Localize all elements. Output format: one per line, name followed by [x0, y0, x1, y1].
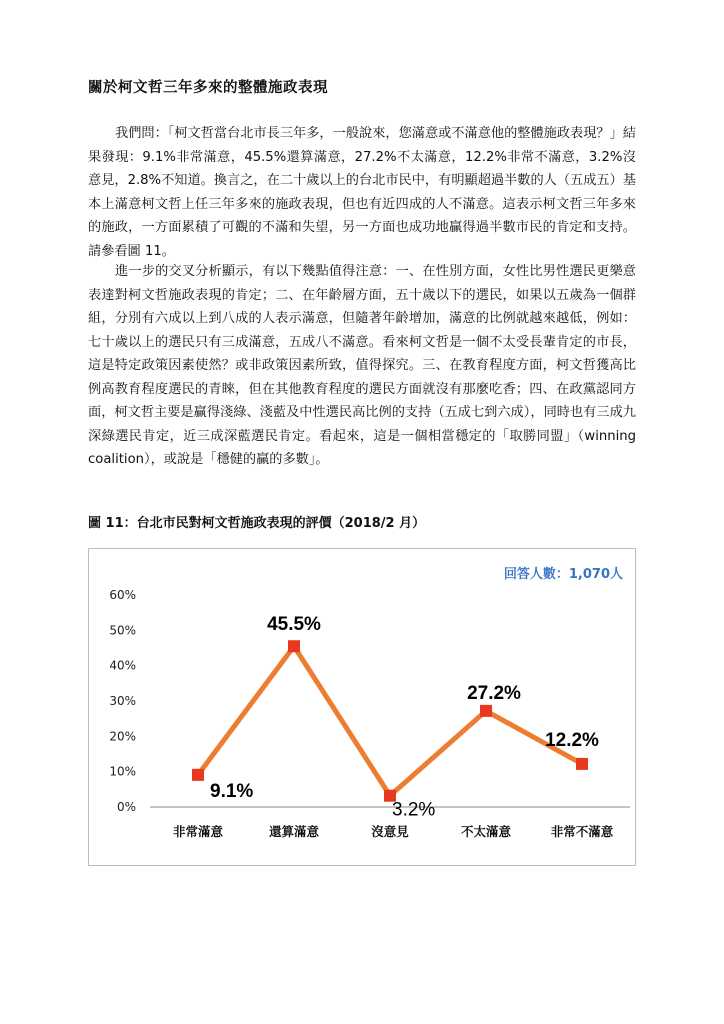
line-chart	[88, 548, 636, 866]
figure-caption: 圖 11：台北市民對柯文哲施政表現的評價（2018/2 月）	[88, 516, 426, 531]
y-tick-label: 50%	[109, 623, 136, 638]
data-label: 12.2%	[545, 729, 599, 751]
y-tick-label: 60%	[109, 588, 136, 602]
data-label: 9.1%	[210, 780, 254, 802]
x-category-label: 不太滿意	[460, 824, 512, 839]
data-label: 3.2%	[392, 799, 436, 821]
data-point-marker	[288, 640, 300, 652]
paragraph-cross-analysis: 進一步的交叉分析顯示，有以下幾點值得注意：一、在性別方面，女性比男性選民更樂意表達對柯文哲施政表現的肯定；二、在年齡層方面，五十歲以下的選民，如果以五歲為一個群組，分別有六成以上到八成的人表示滿意，但隨著年齡增加，滿意的比例就越來越低，例如：七十歲以上的選民只有三成滿意，五成八不滿意。看來柯文哲是一個不太受長輩肯定的市長，這是特定政策因素使然？或非政策因素所致，值得探究。三、在教育程度方面，柯文哲獲高比例高教育程度選民的青睞，但在其他教育程度的選民方面就沒有那麼吃香；四、在政黨認同方面，柯文哲主要是贏得淺綠、淺藍及中性選民高比例的支持（五成七到六成），同時也有三成九深綠選民肯定，近三成深藍選民肯定。看起來，這是一個相當穩定的「取勝同盟」（winning coalition），或說是「穩健的贏的多數」。	[88, 264, 636, 467]
y-tick-label: 30%	[109, 694, 136, 708]
x-category-label: 沒意見	[371, 824, 409, 839]
x-category-label: 非常不滿意	[550, 824, 614, 839]
data-label: 27.2%	[467, 682, 521, 704]
chart-canvas	[89, 549, 637, 867]
y-tick-label: 20%	[109, 729, 136, 744]
y-tick-label: 10%	[109, 764, 136, 779]
paragraph-overall-evaluation: 我們問：「柯文哲當台北市長三年多，一般說來，您滿意或不滿意他的整體施政表現？」結果發現：9.1%非常滿意，45.5%還算滿意，27.2%不太滿意，12.2%非常不滿意，3.2%沒意見，2.8%不知道。換言之，在二十歲以上的台北市民中，有明顯超過半數的人（五成五）基本上滿意柯文哲上任三年多來的施政表現，但也有近四成的人不滿意。這表示柯文哲三年多來的施政，一方面累積了可觀的不滿和失望，另一方面也成功地贏得過半數市民的肯定和支持。請參看圖 11。	[88, 126, 636, 259]
data-label: 45.5%	[267, 614, 321, 636]
section-heading: 關於柯文哲三年多來的整體施政表現	[88, 79, 328, 96]
y-tick-label: 40%	[109, 658, 136, 673]
y-tick-label: 0%	[116, 800, 136, 814]
series-line	[198, 646, 582, 795]
x-category-label: 非常滿意	[172, 824, 224, 839]
data-point-marker	[480, 705, 492, 717]
data-point-marker	[576, 758, 588, 770]
data-point-marker	[192, 769, 204, 781]
respondents-note: 回答人數：1,070人	[503, 567, 623, 582]
x-category-label: 還算滿意	[268, 824, 320, 839]
